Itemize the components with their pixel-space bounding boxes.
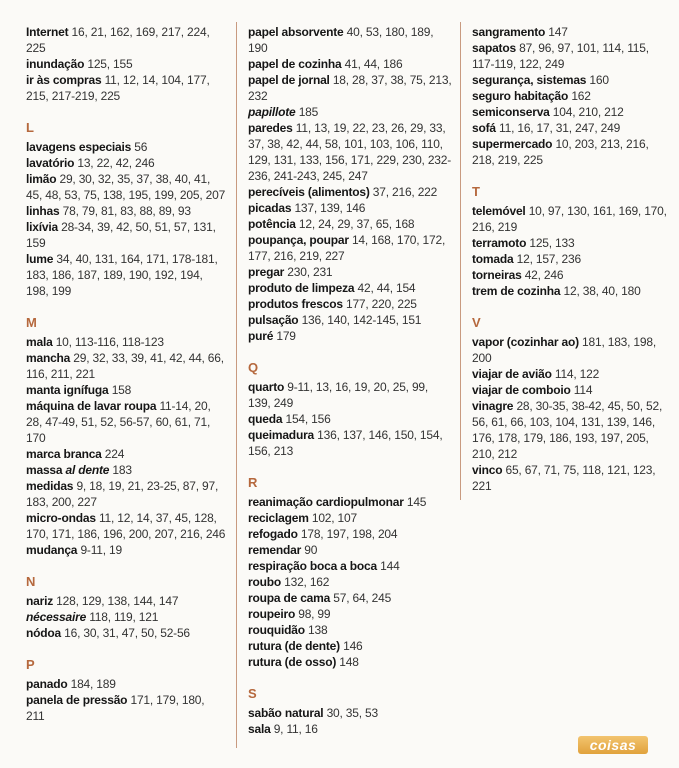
index-entry: [248, 184, 453, 200]
column-divider: [236, 22, 237, 748]
index-entry: [472, 72, 672, 88]
index-section: [248, 686, 453, 737]
section-letter: S: [248, 686, 257, 701]
section-letter: P: [26, 657, 35, 672]
entry-term: semiconserva: [472, 105, 550, 119]
index-entry: [26, 171, 226, 203]
index-section: [26, 315, 226, 558]
index-entry: [472, 24, 672, 40]
entry-term: ir às compras: [26, 73, 102, 87]
entry-term: puré: [248, 329, 274, 343]
entry-term: queda: [248, 412, 283, 426]
entry-term: telemóvel: [472, 204, 526, 218]
index-entry: [26, 676, 226, 692]
entry-term: rutura (de osso): [248, 655, 337, 669]
entry-term: seguro habitação: [472, 89, 569, 103]
index-section: [248, 24, 453, 344]
index-section: [472, 315, 672, 494]
entry-pages: 12, 38, 40, 180: [563, 284, 641, 298]
index-entry: [26, 155, 226, 171]
entry-pages: 14, 168, 170, 172, 177, 216, 219, 227: [248, 233, 446, 263]
entry-term: nécessaire: [26, 610, 87, 624]
entry-pages: 41, 44, 186: [344, 57, 403, 71]
index-entry: [26, 478, 226, 510]
entry-pages: 128, 129, 138, 144, 147: [56, 594, 179, 608]
entry-term: massa: [26, 463, 63, 477]
entry-term: medidas: [26, 479, 74, 493]
index-entry: [472, 88, 672, 104]
index-section: [26, 24, 226, 104]
index-entry: [472, 251, 672, 267]
entry-term: panado: [26, 677, 68, 691]
entry-pages: 57, 64, 245: [333, 591, 392, 605]
entry-term: sala: [248, 722, 271, 736]
entry-term: marca branca: [26, 447, 102, 461]
index-entry: [472, 462, 672, 494]
entry-pages: 104, 210, 212: [552, 105, 624, 119]
entry-term: viajar de avião: [472, 367, 552, 381]
entry-pages: 11-14, 20, 28, 47-49, 51, 52, 56-57, 60, 61, 71, 170: [26, 399, 211, 445]
entry-pages: 28-34, 39, 42, 50, 51, 57, 131, 159: [26, 220, 216, 250]
entry-pages: 102, 107: [311, 511, 357, 525]
entry-pages: 13, 22, 42, 246: [77, 156, 155, 170]
index-entry: [472, 40, 672, 72]
index-entry: [472, 334, 672, 366]
index-entry: [248, 264, 453, 280]
entry-pages: 11, 12, 14, 37, 45, 128, 170, 171, 186, 196, 200, 207, 216, 246: [26, 511, 226, 541]
entry-pages: 136, 137, 146, 150, 154, 156, 213: [248, 428, 443, 458]
index-entry: [248, 379, 453, 411]
entry-term: Internet: [26, 25, 69, 39]
entry-term: nódoa: [26, 626, 61, 640]
entry-term: picadas: [248, 201, 292, 215]
index-entry: [472, 104, 672, 120]
entry-pages: 184, 189: [70, 677, 116, 691]
entry-pages: 16, 21, 162, 169, 217, 224, 225: [26, 25, 210, 55]
entry-pages: 9, 18, 19, 21, 23-25, 87, 97, 183, 200, 227: [26, 479, 219, 509]
entry-term: panela de pressão: [26, 693, 128, 707]
index-entry: [248, 542, 453, 558]
index-entry: [26, 625, 226, 641]
entry-term: vapor (cozinhar ao): [472, 335, 579, 349]
entry-term: pulsação: [248, 313, 299, 327]
index-entry: [248, 590, 453, 606]
index-entry: [248, 312, 453, 328]
entry-term: rouquidão: [248, 623, 305, 637]
entry-term: produtos frescos: [248, 297, 343, 311]
index-entry: [26, 462, 226, 478]
index-entry: [26, 692, 226, 724]
entry-pages: 98, 99: [298, 607, 331, 621]
index-entry: [248, 104, 453, 120]
entry-pages: 28, 30-35, 38-42, 45, 50, 52, 56, 61, 66, 103, 104, 131, 139, 146, 176, 178, 179, 186, 193, 197, 205, 210, 212: [472, 399, 663, 461]
entry-term: roupeiro: [248, 607, 296, 621]
index-entry: [248, 510, 453, 526]
entry-pages: 9, 11, 16: [273, 722, 318, 736]
index-entry: [26, 446, 226, 462]
entry-pages: 179: [276, 329, 296, 343]
entry-pages: 183: [112, 463, 132, 477]
index-entry: [472, 398, 672, 462]
entry-term: torneiras: [472, 268, 522, 282]
section-letter: N: [26, 574, 36, 589]
entry-term: quarto: [248, 380, 285, 394]
entry-term: linhas: [26, 204, 60, 218]
index-entry: [26, 72, 226, 104]
index-entry: [248, 200, 453, 216]
index-entry: [26, 382, 226, 398]
entry-pages: 10, 97, 130, 161, 169, 170, 216, 219: [472, 204, 667, 234]
entry-pages: 90: [304, 543, 318, 557]
index-entry: [248, 411, 453, 427]
entry-pages: 78, 79, 81, 83, 88, 89, 93: [62, 204, 191, 218]
index-section: [472, 24, 672, 168]
entry-pages: 29, 32, 33, 39, 41, 42, 44, 66, 116, 211, 221: [26, 351, 224, 381]
entry-pages: 11, 12, 14, 104, 177, 215, 217-219, 225: [26, 73, 210, 103]
entry-term: produto de limpeza: [248, 281, 355, 295]
index-entry: [472, 120, 672, 136]
index-entry: [26, 398, 226, 446]
entry-pages: 56: [134, 140, 148, 154]
entry-term: mancha: [26, 351, 71, 365]
entry-term: papel absorvente: [248, 25, 344, 39]
entry-term: viajar de comboio: [472, 383, 571, 397]
index-entry: [472, 366, 672, 382]
index-entry: [248, 24, 453, 56]
index-entry: [248, 232, 453, 264]
index-section: [26, 120, 226, 299]
index-entry: [248, 328, 453, 344]
entry-term: manta ignífuga: [26, 383, 109, 397]
brand-logo: coisas: [578, 736, 648, 754]
entry-term: paredes: [248, 121, 293, 135]
entry-pages: 125, 155: [87, 57, 133, 71]
entry-term: supermercado: [472, 137, 553, 151]
entry-pages: 185: [298, 105, 319, 119]
index-entry: [26, 609, 226, 625]
entry-pages: 148: [339, 655, 359, 669]
index-entry: [26, 219, 226, 251]
entry-term: reanimação cardiopulmonar: [248, 495, 404, 509]
entry-term: lixívia: [26, 220, 58, 234]
entry-pages: 114, 122: [554, 367, 600, 381]
entry-pages: 11, 16, 17, 31, 247, 249: [499, 121, 621, 135]
index-entry: [26, 24, 226, 56]
index-section: [472, 184, 672, 299]
entry-term: vinco: [472, 463, 503, 477]
index-entry: [248, 558, 453, 574]
entry-pages: 16, 30, 31, 47, 50, 52-56: [64, 626, 190, 640]
index-section: [248, 360, 453, 459]
entry-term: inundação: [26, 57, 85, 71]
section-letter: T: [472, 184, 480, 199]
index-section: [248, 475, 453, 670]
entry-term-italic: al dente: [65, 463, 110, 477]
entry-term: lume: [26, 252, 54, 266]
entry-term: rutura (de dente): [248, 639, 340, 653]
index-column-2: [248, 24, 453, 737]
entry-term: sabão natural: [248, 706, 324, 720]
index-entry: [26, 203, 226, 219]
entry-term: vinagre: [472, 399, 514, 413]
index-entry: [26, 593, 226, 609]
entry-term: sofá: [472, 121, 496, 135]
index-entry: [248, 427, 453, 459]
section-letter: L: [26, 120, 34, 135]
entry-pages: 132, 162: [284, 575, 330, 589]
entry-pages: 87, 96, 97, 101, 114, 115, 117-119, 122, 249: [472, 41, 649, 71]
index-entry: [248, 638, 453, 654]
index-section: [26, 657, 226, 724]
entry-pages: 138: [308, 623, 328, 637]
index-entry: [248, 56, 453, 72]
entry-pages: 136, 140, 142-145, 151: [301, 313, 422, 327]
entry-term: papel de jornal: [248, 73, 330, 87]
index-entry: [248, 494, 453, 510]
entry-pages: 12, 157, 236: [516, 252, 581, 266]
index-entry: [248, 705, 453, 721]
index-entry: [472, 382, 672, 398]
index-entry: [26, 510, 226, 542]
entry-term: roupa de cama: [248, 591, 331, 605]
index-section: [26, 574, 226, 641]
entry-pages: 145: [406, 495, 427, 509]
entry-pages: 10, 203, 213, 216, 218, 219, 225: [472, 137, 649, 167]
entry-term: lavagens especiais: [26, 140, 132, 154]
entry-pages: 18, 28, 37, 38, 75, 213, 232: [248, 73, 452, 103]
entry-term: micro-ondas: [26, 511, 96, 525]
entry-term: perecíveis (alimentos): [248, 185, 370, 199]
entry-term: sapatos: [472, 41, 516, 55]
entry-pages: 118, 119, 121: [89, 610, 159, 624]
entry-pages: 10, 113-116, 118-123: [55, 335, 164, 349]
section-letter: V: [472, 315, 481, 330]
entry-pages: 181, 183, 198, 200: [472, 335, 656, 365]
index-entry: [248, 526, 453, 542]
entry-pages: 178, 197, 198, 204: [300, 527, 398, 541]
index-entry: [26, 56, 226, 72]
entry-pages: 158: [111, 383, 132, 397]
section-letter: Q: [248, 360, 259, 375]
entry-pages: 9-11, 19: [80, 543, 122, 557]
index-entry: [248, 216, 453, 232]
entry-pages: 114: [573, 383, 593, 397]
column-divider: [460, 22, 461, 500]
entry-pages: 11, 13, 19, 22, 23, 26, 29, 33, 37, 38, 42, 44, 58, 101, 103, 106, 110, 129, 131, 133, 156, 171, 229, 230, 232-236, 241-243, 245, 247: [248, 121, 452, 183]
entry-pages: 40, 53, 180, 189, 190: [248, 25, 434, 55]
entry-pages: 30, 35, 53: [326, 706, 378, 720]
entry-term: respiração boca a boca: [248, 559, 377, 573]
entry-pages: 37, 216, 222: [372, 185, 438, 199]
index-entry: [472, 283, 672, 299]
index-entry: [26, 350, 226, 382]
entry-term: segurança, sistemas: [472, 73, 587, 87]
entry-pages: 42, 44, 154: [357, 281, 416, 295]
entry-pages: 137, 139, 146: [294, 201, 366, 215]
index-entry: [248, 606, 453, 622]
index-entry: [248, 120, 453, 184]
entry-term: potência: [248, 217, 296, 231]
entry-pages: 224: [104, 447, 125, 461]
entry-term: mala: [26, 335, 53, 349]
index-entry: [248, 72, 453, 104]
index-column-3: [472, 24, 672, 494]
entry-term: papillote: [248, 105, 296, 119]
index-entry: [26, 542, 226, 558]
entry-pages: 147: [548, 25, 568, 39]
entry-term: remendar: [248, 543, 302, 557]
index-entry: [26, 251, 226, 299]
entry-term: reciclagem: [248, 511, 309, 525]
section-letter: R: [248, 475, 258, 490]
index-entry: [248, 622, 453, 638]
entry-term: nariz: [26, 594, 54, 608]
entry-term: mudança: [26, 543, 78, 557]
entry-pages: 177, 220, 225: [345, 297, 417, 311]
index-entry: [248, 296, 453, 312]
index-entry: [472, 203, 672, 235]
entry-pages: 125, 133: [529, 236, 575, 250]
index-entry: [26, 139, 226, 155]
index-entry: [248, 280, 453, 296]
entry-term: trem de cozinha: [472, 284, 561, 298]
entry-pages: 34, 40, 131, 164, 171, 178-181, 183, 186, 187, 189, 190, 192, 194, 198, 199: [26, 252, 218, 298]
entry-term: pregar: [248, 265, 285, 279]
entry-term: terramoto: [472, 236, 527, 250]
index-entry: [26, 334, 226, 350]
entry-term: refogado: [248, 527, 298, 541]
entry-pages: 65, 67, 71, 75, 118, 121, 123, 221: [472, 463, 656, 493]
entry-pages: 12, 24, 29, 37, 65, 168: [298, 217, 415, 231]
entry-pages: 162: [571, 89, 591, 103]
index-entry: [472, 235, 672, 251]
entry-pages: 9-11, 13, 16, 19, 20, 25, 99, 139, 249: [248, 380, 429, 410]
entry-term: máquina de lavar roupa: [26, 399, 157, 413]
entry-term: papel de cozinha: [248, 57, 342, 71]
entry-term: tomada: [472, 252, 514, 266]
entry-term: queimadura: [248, 428, 315, 442]
entry-pages: 171, 179, 180, 211: [26, 693, 205, 723]
entry-pages: 230, 231: [287, 265, 333, 279]
entry-term: limão: [26, 172, 57, 186]
index-column-1: [26, 24, 226, 724]
index-entry: [472, 267, 672, 283]
entry-term: lavatório: [26, 156, 75, 170]
section-letter: M: [26, 315, 37, 330]
entry-pages: 42, 246: [524, 268, 564, 282]
entry-pages: 29, 30, 32, 35, 37, 38, 40, 41, 45, 48, 53, 75, 138, 195, 199, 205, 207: [26, 172, 226, 202]
entry-term: roubo: [248, 575, 281, 589]
index-entry: [248, 574, 453, 590]
index-entry: [248, 721, 453, 737]
entry-pages: 154, 156: [285, 412, 331, 426]
entry-pages: 144: [380, 559, 400, 573]
entry-term: poupança, poupar: [248, 233, 349, 247]
entry-pages: 160: [589, 73, 609, 87]
index-entry: [472, 136, 672, 168]
entry-pages: 146: [343, 639, 363, 653]
entry-term: sangramento: [472, 25, 546, 39]
index-entry: [248, 654, 453, 670]
